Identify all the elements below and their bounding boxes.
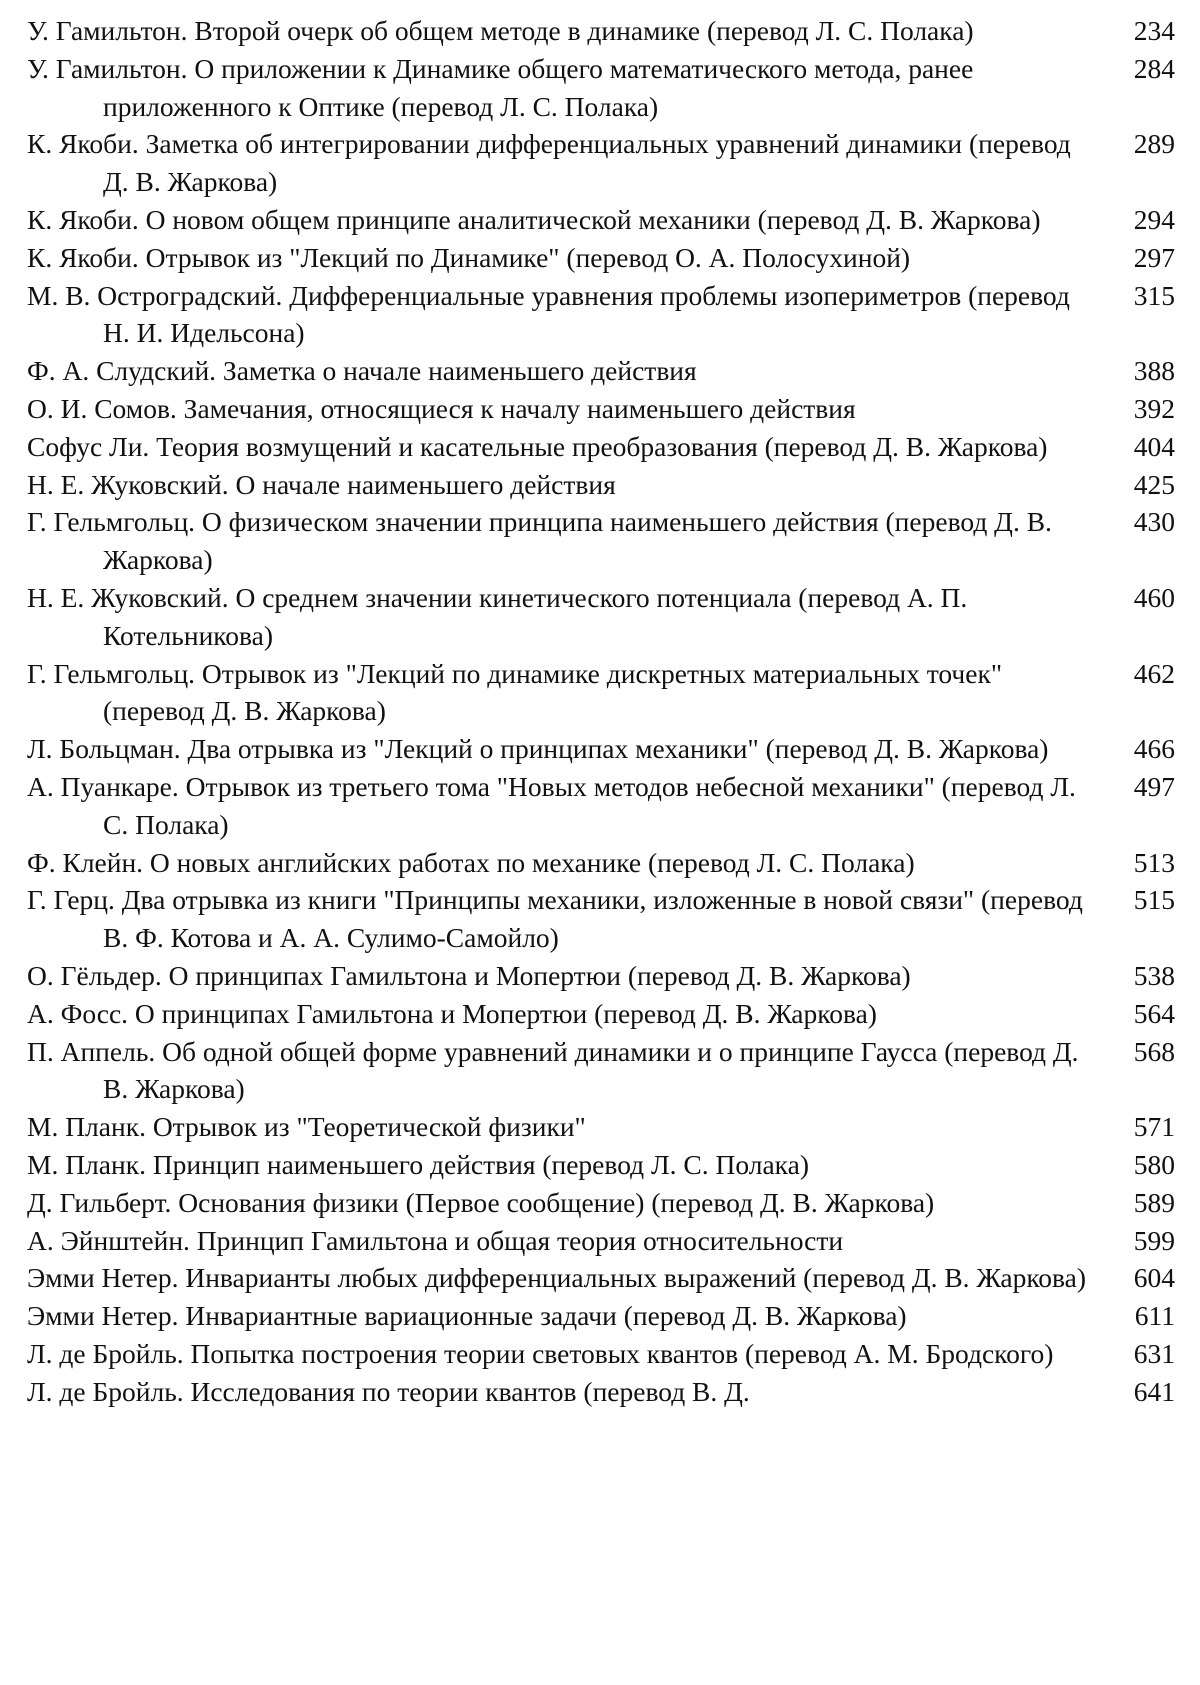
toc-entry-page-number: 580 <box>1133 1148 1175 1180</box>
toc-entry <box>27 428 1175 466</box>
toc-entry-page-number: 297 <box>1133 241 1175 273</box>
toc-entry-page-number: 462 <box>1133 657 1175 689</box>
toc-entry-page-number: 392 <box>1133 392 1175 424</box>
toc-entry-page-number: 631 <box>1133 1337 1175 1369</box>
toc-entry <box>27 1108 1175 1146</box>
toc-entry-title: У. Гамильтон. Второй очерк об общем методе в динамике (перевод Л. С. Полака) <box>27 15 974 46</box>
toc-entry <box>27 730 1175 768</box>
toc-entry-title: К. Якоби. Заметка об интегрировании дифференциальных уравнений динамики (перевод Д. В. Жаркова) <box>27 128 1071 198</box>
toc-entry-page-number: 611 <box>1134 1300 1175 1332</box>
toc-entry-page-number: 513 <box>1133 846 1175 878</box>
toc-entry-title: Г. Гельмгольц. Отрывок из "Лекций по динамике дискретных материальных точек" (перевод Д. В. Жаркова) <box>27 657 1003 727</box>
toc-entry <box>27 1033 1175 1109</box>
toc-entry-page-number: 564 <box>1133 997 1175 1029</box>
toc-entry-title: А. Эйнштейн. Принцип Гамильтона и общая теория относительности <box>27 1224 844 1256</box>
toc-entry <box>27 1373 1175 1411</box>
toc-entry-title: Эмми Нетер. Инвариантные вариационные задачи (перевод Д. В. Жаркова) <box>27 1300 907 1332</box>
toc-entry <box>27 466 1175 504</box>
toc-entry-title: М. Планк. Отрывок из "Теоретической физики" <box>27 1111 586 1143</box>
toc-entry-title: Н. Е. Жуковский. О среднем значении кинетического потенциала (перевод А. П. Котельникова) <box>27 581 968 651</box>
toc-entry <box>27 50 1175 126</box>
toc-entry-title: У. Гамильтон. О приложении к Динамике общего математического метода, ранее приложенного к Оптике (перевод Л. С. Полака) <box>27 52 974 122</box>
toc-entry <box>27 655 1175 731</box>
toc-entry-title: П. Аппель. Об одной общей форме уравнений динамики и о принципе Гаусса (перевод Д. В. Жаркова) <box>27 1035 1079 1105</box>
toc-entry <box>27 995 1175 1033</box>
toc-entry-title: Г. Герц. Два отрывка из книги "Принципы механики, изложенные в новой связи" (перевод В. Ф. Котова и А. А. Сулимо-Самойло) <box>27 884 1083 954</box>
toc-entry-title: К. Якоби. Отрывок из "Лекций по Динамике" (перевод О. А. Полосухиной) <box>27 241 911 273</box>
toc-entry-page-number: 604 <box>1133 1262 1175 1294</box>
toc-entry-page-number: 315 <box>1133 279 1175 311</box>
toc-entry-page-number: 425 <box>1133 468 1175 500</box>
toc-entry-title: Эмми Нетер. Инварианты любых дифференциальных выражений (перевод Д. В. Жаркова) <box>27 1262 1087 1294</box>
toc-entry <box>27 1222 1175 1260</box>
toc-entry <box>27 1184 1175 1222</box>
toc-entry <box>27 844 1175 882</box>
toc-entry <box>27 1297 1175 1335</box>
table-of-contents <box>27 12 1175 1410</box>
toc-entry-title: К. Якоби. О новом общем принципе аналитической механики (перевод Д. В. Жаркова) <box>27 203 1041 235</box>
toc-entry-title: Ф. А. Слудский. Заметка о начале наименьшего действия <box>27 355 697 387</box>
toc-entry <box>27 125 1175 201</box>
toc-entry-title: Л. де Бройль. Попытка построения теории световых квантов (перевод А. М. Бродского) <box>27 1337 1054 1369</box>
toc-entry <box>27 957 1175 995</box>
toc-entry-page-number: 388 <box>1133 355 1175 387</box>
toc-entry-page-number: 538 <box>1133 959 1175 991</box>
toc-entry <box>27 239 1175 277</box>
toc-entry-page-number: 641 <box>1133 1375 1175 1407</box>
toc-entry-page-number: 568 <box>1133 1035 1175 1067</box>
toc-entry-title: М. В. Остроградский. Дифференциальные уравнения проблемы изопериметров (перевод Н. И. Идельсона) <box>27 279 1070 349</box>
toc-entry <box>27 881 1175 957</box>
toc-entry-page-number: 589 <box>1133 1186 1175 1218</box>
toc-entry-page-number: 515 <box>1133 884 1175 916</box>
toc-entry-page-number: 460 <box>1133 581 1175 613</box>
toc-entry-title: Г. Гельмгольц. О физическом значении принципа наименьшего действия (перевод Д. В. Жаркова) <box>27 506 1052 576</box>
toc-entry-page-number: 430 <box>1133 506 1175 538</box>
toc-entry <box>27 201 1175 239</box>
toc-entry-page-number: 571 <box>1133 1111 1175 1143</box>
toc-entry-page-number: 466 <box>1133 733 1175 765</box>
toc-entry <box>27 390 1175 428</box>
toc-entry <box>27 1335 1175 1373</box>
toc-entry-page-number: 234 <box>1133 15 1175 46</box>
toc-entry-page-number: 497 <box>1133 770 1175 802</box>
toc-entry-page-number: 289 <box>1133 128 1175 160</box>
toc-entry <box>27 768 1175 844</box>
toc-entry-title: А. Пуанкаре. Отрывок из третьего тома "Новых методов небесной механики" (перевод Л. С. Полака) <box>27 770 1076 840</box>
toc-entry <box>27 277 1175 353</box>
toc-entry <box>27 579 1175 655</box>
toc-entry-title: Л. де Бройль. Исследования по теории квантов (перевод В. Д. <box>27 1375 750 1407</box>
toc-entry-title: Н. Е. Жуковский. О начале наименьшего действия <box>27 468 616 500</box>
toc-entry-title: Софус Ли. Теория возмущений и касательные преобразования (перевод Д. В. Жаркова) <box>27 430 1048 462</box>
toc-entry <box>27 503 1175 579</box>
toc-entry-title: О. Гёльдер. О принципах Гамильтона и Мопертюи (перевод Д. В. Жаркова) <box>27 959 911 991</box>
toc-entry-title: А. Фосс. О принципах Гамильтона и Мопертюи (перевод Д. В. Жаркова) <box>27 997 877 1029</box>
toc-entry-page-number: 294 <box>1133 203 1175 235</box>
toc-entry-page-number: 284 <box>1133 52 1175 84</box>
toc-entry-title: О. И. Сомов. Замечания, относящиеся к началу наименьшего действия <box>27 392 856 424</box>
toc-entry-title: Л. Больцман. Два отрывка из "Лекций о принципах механики" (перевод Д. В. Жаркова) <box>27 733 1049 765</box>
toc-entry-title: М. Планк. Принцип наименьшего действия (перевод Л. С. Полака) <box>27 1148 809 1180</box>
toc-entry-page-number: 404 <box>1133 430 1175 462</box>
toc-entry-title: Ф. Клейн. О новых английских работах по механике (перевод Л. С. Полака) <box>27 846 915 878</box>
toc-entry <box>27 352 1175 390</box>
toc-entry <box>27 1259 1175 1297</box>
toc-entry-title: Д. Гильберт. Основания физики (Первое сообщение) (перевод Д. В. Жаркова) <box>27 1186 935 1218</box>
toc-entry <box>27 12 1175 50</box>
toc-entry <box>27 1146 1175 1184</box>
toc-entry-page-number: 599 <box>1133 1224 1175 1256</box>
